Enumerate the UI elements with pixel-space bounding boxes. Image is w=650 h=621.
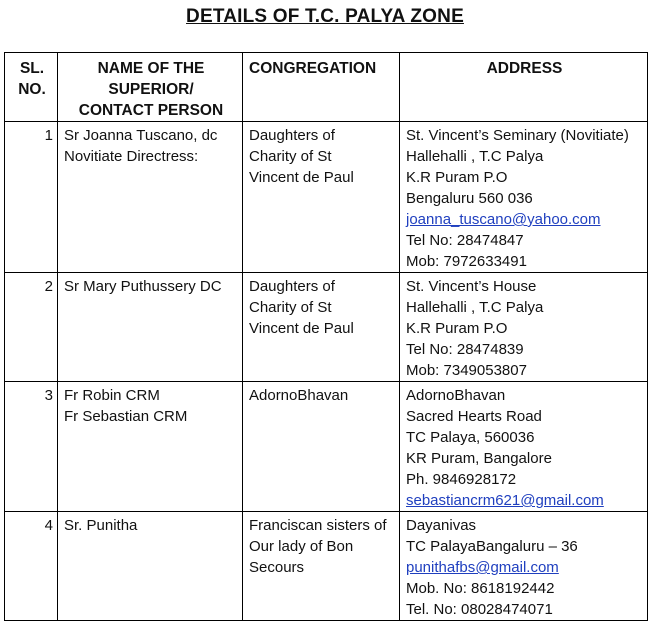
cell-sl-no: 3	[5, 382, 58, 512]
cell-text: Tel No: 28474839	[406, 341, 524, 358]
cell-text: AdornoBhavan	[249, 387, 349, 404]
cell-text: Mob: 7349053807	[406, 362, 527, 379]
cell-text: Sr Mary Puthussery DC	[64, 278, 222, 295]
cell-text: Franciscan sisters of	[249, 517, 387, 534]
table-row	[5, 382, 648, 512]
cell-text: Sr Joanna Tuscano, dc	[64, 127, 218, 144]
cell-sl-no: 4	[5, 512, 58, 621]
page-title: DETAILS OF T.C. PALYA ZONE	[186, 6, 464, 27]
cell-text: Hallehalli , T.C Palya	[406, 148, 544, 165]
table-header-row	[5, 53, 648, 122]
cell-text: Sr. Punitha	[64, 517, 138, 534]
cell-text: Tel No: 28474847	[406, 232, 524, 249]
cell-text: Bengaluru 560 036	[406, 190, 533, 207]
email-link[interactable]: joanna_tuscano@yahoo.com	[406, 211, 601, 228]
cell-text: St. Vincent’s House	[406, 278, 537, 295]
cell-text: Daughters of	[249, 127, 335, 144]
header-text: CONGREGATION	[249, 60, 377, 77]
cell-address	[400, 273, 648, 382]
cell-address	[400, 512, 648, 621]
header-text: NO.	[18, 81, 46, 98]
cell-text: K.R Puram P.O	[406, 320, 508, 337]
cell-text: Mob. No: 8618192442	[406, 580, 555, 597]
cell-text: Mob: 7972633491	[406, 253, 527, 270]
header-address	[400, 53, 648, 122]
cell-text: TC Palaya, 560036	[406, 429, 535, 446]
email-link[interactable]: punithafbs@gmail.com	[406, 559, 559, 576]
cell-sl-no: 1	[5, 122, 58, 273]
cell-address	[400, 122, 648, 273]
cell-text: Charity of St	[249, 299, 332, 316]
cell-text: K.R Puram P.O	[406, 169, 508, 186]
header-sl-no	[5, 53, 58, 122]
cell-text: Daughters of	[249, 278, 335, 295]
cell-text: AdornoBhavan	[406, 387, 506, 404]
cell-text: Secours	[249, 559, 305, 576]
cell-text: Fr Sebastian CRM	[64, 408, 188, 425]
cell-congregation	[243, 122, 400, 273]
cell-text: Vincent de Paul	[249, 320, 354, 337]
cell-text: Fr Robin CRM	[64, 387, 160, 404]
cell-contact-person	[58, 122, 243, 273]
cell-text: KR Puram, Bangalore	[406, 450, 552, 467]
cell-text: Hallehalli , T.C Palya	[406, 299, 544, 316]
cell-address	[400, 382, 648, 512]
cell-text: Tel. No: 08028474071	[406, 601, 553, 618]
header-text: SL.	[19, 60, 45, 77]
email-link[interactable]: sebastiancrm621@gmail.com	[406, 492, 604, 509]
cell-text: Charity of St	[249, 148, 332, 165]
cell-text: Sacred Hearts Road	[406, 408, 542, 425]
cell-text: St. Vincent’s Seminary (Novitiate)	[406, 127, 629, 144]
header-text: NAME OF THE	[97, 60, 205, 77]
header-text: ADDRESS	[486, 60, 563, 77]
cell-text: Ph. 9846928172	[406, 471, 517, 488]
header-text: SUPERIOR/	[108, 81, 194, 98]
cell-text: TC PalayaBangaluru – 36	[406, 538, 578, 555]
cell-contact-person	[58, 382, 243, 512]
cell-text: Vincent de Paul	[249, 169, 354, 186]
header-name	[58, 53, 243, 122]
cell-congregation	[243, 273, 400, 382]
zone-details-table	[4, 52, 648, 621]
table-row	[5, 512, 648, 621]
cell-contact-person	[58, 273, 243, 382]
cell-contact-person	[58, 512, 243, 621]
table-row	[5, 122, 648, 273]
table-row	[5, 273, 648, 382]
cell-congregation	[243, 512, 400, 621]
header-text: CONTACT PERSON	[78, 102, 224, 119]
cell-text: Our lady of Bon	[249, 538, 354, 555]
cell-text: Dayanivas	[406, 517, 477, 534]
cell-text: Novitiate Directress:	[64, 148, 199, 165]
cell-congregation	[243, 382, 400, 512]
header-congregation	[243, 53, 400, 122]
cell-sl-no: 2	[5, 273, 58, 382]
